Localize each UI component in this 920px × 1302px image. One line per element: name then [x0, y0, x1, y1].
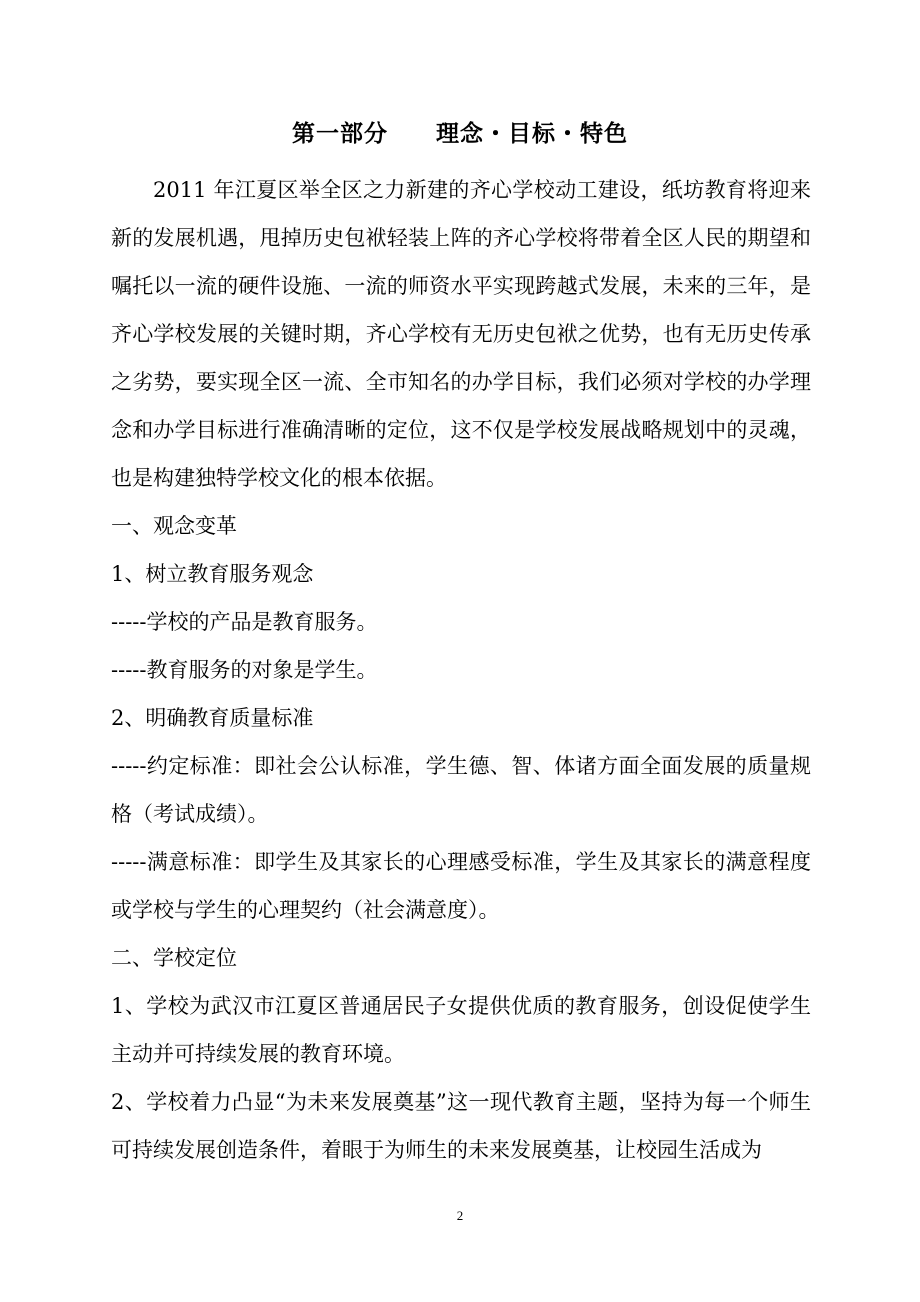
intro-paragraph: 2011 年江夏区举全区之力新建的齐心学校动工建设，纸坊教育将迎来新的发展机遇，甩掉历史包袱轻装上阵的齐心学校将带着全区人民的期望和嘱托以一流的硬件设施、一流的师资水平实现跨越式发展，未来的三年，是齐心学校发展的关键时期，齐心学校有无历史包袱之优势，也有无历史传承之劣势，要实现全区一流、全市知名的办学目标，我们必须对学校的办学理念和办学目标进行准确清晰的定位，这不仅是学校发展战略规划中的灵魂，也是构建独特学校文化的根本依据。	[111, 178, 811, 490]
section-title: 第一部分 理念・目标・特色	[292, 121, 628, 147]
item-service-object-line: -----教育服务的对象是学生。	[111, 658, 378, 682]
item-product-line: -----学校的产品是教育服务。	[111, 610, 378, 634]
heading-concept-change: 一、观念变革	[111, 514, 237, 538]
item-quality-standard: 2、明确教育质量标准	[111, 706, 314, 730]
item-positioning-1: 1、学校为武汉市江夏区普通居民子女提供优质的教育服务，创设促使学生主动并可持续发展的教育环境。	[111, 994, 811, 1066]
page-number: 2	[456, 1208, 464, 1223]
item-positioning-2: 2、学校着力凸显“为未来发展奠基”这一现代教育主题，坚持为每一个师生可持续发展创造条件，着眼于为师生的未来发展奠基，让校园生活成为	[111, 1090, 811, 1162]
heading-school-positioning: 二、学校定位	[111, 946, 237, 970]
item-service-concept: 1、树立教育服务观念	[111, 562, 314, 586]
item-agreed-standard: -----约定标准：即社会公认标准，学生德、智、体诸方面全面发展的质量规格（考试成绩）。	[111, 754, 811, 826]
item-satisfaction-standard: -----满意标准：即学生及其家长的心理感受标准，学生及其家长的满意程度或学校与学生的心理契约（社会满意度）。	[111, 850, 811, 922]
body-text	[111, 166, 811, 1174]
